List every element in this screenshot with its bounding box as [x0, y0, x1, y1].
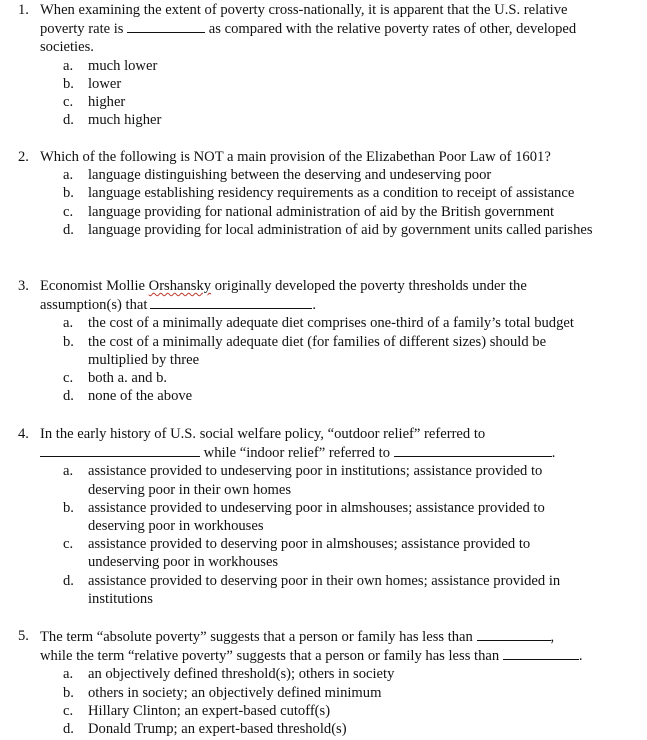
option-a	[0, 665, 628, 683]
option-letter: c.	[63, 702, 74, 719]
option-a	[0, 314, 647, 332]
question-stem	[0, 38, 647, 56]
stem-text: while “indoor relief” referred to	[203, 445, 391, 462]
stem-text: societies.	[40, 39, 94, 56]
option-text: higher	[88, 94, 126, 111]
option-text: language providing for national administration of aid by the British government	[88, 203, 555, 220]
option-text: language establishing residency requirements as a condition to receipt of assistance	[88, 185, 575, 202]
option-d	[0, 720, 628, 738]
stem-text: originally developed the poverty thresholds under the	[214, 278, 527, 294]
question-number: 5.	[18, 628, 29, 644]
stem-text: while the term “relative poverty” suggests that a person or family has less than	[40, 648, 500, 665]
option-letter: a.	[63, 315, 74, 332]
option-a	[0, 462, 593, 498]
answer-blank	[394, 443, 552, 457]
stem-text: Economist Mollie	[40, 278, 145, 294]
question-stem	[0, 1, 647, 19]
option-b	[0, 684, 628, 702]
stem-text: When examining the extent of poverty cross-nationally, it is apparent that the U.S. relative	[40, 2, 568, 18]
question-number: 2.	[18, 149, 29, 165]
answer-blank	[503, 646, 579, 660]
stem-text: .	[578, 648, 583, 665]
option-text: much lower	[88, 57, 158, 74]
stem-text: .	[312, 297, 317, 314]
question-5	[0, 627, 647, 738]
answer-blank	[150, 295, 312, 309]
option-d	[0, 111, 628, 129]
spellcheck-word: Orshansky	[148, 278, 212, 294]
option-letter: c.	[63, 536, 74, 553]
option-c	[0, 93, 628, 111]
question-number: 1.	[18, 2, 29, 18]
question-stem	[0, 646, 647, 665]
question-stem	[0, 19, 647, 38]
option-c	[0, 535, 583, 571]
stem-text: In the early history of U.S. social welfare policy, “outdoor relief” referred to	[40, 426, 486, 442]
option-b	[0, 184, 647, 202]
option-b	[0, 333, 593, 369]
stem-text: The term “absolute poverty” suggests that a person or family has less than	[40, 629, 473, 645]
stem-text: assumption(s) that	[40, 297, 148, 314]
question-1	[0, 1, 647, 129]
question-2	[0, 148, 647, 239]
option-letter: d.	[63, 388, 74, 405]
question-4	[0, 425, 647, 608]
answer-blank	[40, 443, 200, 457]
option-letter: d.	[63, 221, 74, 238]
option-text: language distinguishing between the deserving and undeserving poor	[88, 167, 492, 184]
answer-blank	[477, 627, 551, 641]
option-letter: c.	[63, 203, 74, 220]
answer-blank	[127, 19, 205, 33]
option-text: much higher	[88, 112, 162, 129]
option-letter: a.	[63, 666, 74, 683]
option-c	[0, 203, 628, 221]
option-a	[0, 57, 628, 75]
option-text: assistance provided to deserving poor in almshouses; assistance provided to undeserving poor in workhouses	[88, 536, 531, 571]
stem-text: poverty rate is	[40, 21, 124, 38]
question-3	[0, 277, 647, 405]
stem-text: .	[551, 445, 556, 462]
option-letter: b.	[63, 333, 74, 350]
option-text: assistance provided to undeserving poor in almshouses; assistance provided to deserving poor in workhouses	[88, 499, 545, 535]
option-text: lower	[88, 75, 122, 92]
stem-text: Which of the following is NOT a main provision of the Elizabethan Poor Law of 1601?	[40, 149, 551, 165]
option-text: the cost of a minimally adequate diet (for families of different sizes) should be multiplied by three	[88, 333, 547, 368]
option-letter: d.	[63, 721, 74, 738]
option-text: Hillary Clinton; an expert-based cutoff(s)	[88, 702, 331, 719]
question-stem	[0, 627, 647, 646]
option-letter: d.	[63, 112, 74, 129]
option-text: language providing for local administration of aid by government units called parishes	[88, 221, 593, 238]
option-text: the cost of a minimally adequate diet comprises one-third of a family’s total budget	[88, 315, 574, 332]
option-letter: b.	[63, 684, 74, 701]
option-text: both a. and b.	[88, 370, 168, 387]
question-number: 3.	[18, 278, 29, 294]
option-text: an objectively defined threshold(s); others in society	[88, 666, 395, 683]
option-letter: b.	[63, 75, 74, 92]
option-d	[0, 387, 628, 405]
option-letter: c.	[63, 94, 74, 111]
option-text: none of the above	[88, 388, 193, 405]
question-stem	[0, 295, 647, 314]
option-letter: d.	[63, 572, 74, 589]
option-a	[0, 166, 628, 184]
option-letter: c.	[63, 370, 74, 387]
option-text: others in society; an objectively defined minimum	[88, 684, 382, 701]
option-letter: a.	[63, 167, 74, 184]
option-d	[0, 221, 593, 239]
option-letter: a.	[63, 57, 74, 74]
option-letter: b.	[63, 499, 74, 516]
stem-text: ,	[550, 629, 555, 645]
option-text: Donald Trump; an expert-based threshold(s)	[88, 721, 347, 738]
option-letter: b.	[63, 185, 74, 202]
option-text: assistance provided to deserving poor in their own homes; assistance provided in institutions	[88, 572, 561, 607]
option-c	[0, 369, 628, 387]
option-d	[0, 572, 613, 608]
question-stem	[0, 277, 647, 295]
question-stem	[0, 443, 647, 462]
option-c	[0, 702, 628, 720]
option-letter: a.	[63, 463, 74, 480]
question-number: 4.	[18, 426, 29, 442]
option-b	[0, 499, 593, 535]
option-b	[0, 75, 628, 93]
question-stem	[0, 148, 647, 166]
question-stem	[0, 425, 647, 443]
option-text: assistance provided to undeserving poor in institutions; assistance provided to deserving poor in their own homes	[88, 463, 543, 498]
stem-text: as compared with the relative poverty rates of other, developed	[208, 21, 577, 38]
